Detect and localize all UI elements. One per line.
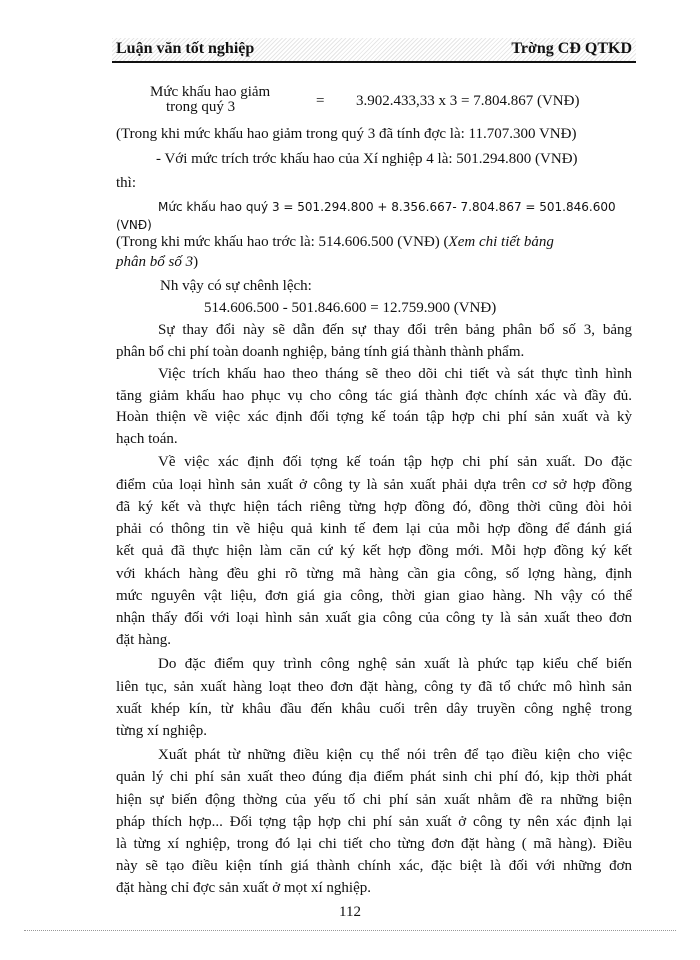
cross-reference: Xem chi tiết bảng bbox=[448, 234, 554, 250]
formula-label-line2: trong quý 3 bbox=[166, 99, 236, 115]
body-line: thì: bbox=[116, 175, 137, 191]
page-header bbox=[112, 38, 636, 60]
body-line bbox=[116, 234, 554, 251]
header-title: Luận văn tốt nghiệp bbox=[116, 40, 255, 57]
body-line: Sự thay đổi này sẽ dẫn đến sự thay đổi trên bảng phân bổ số 3, bảng bbox=[158, 322, 632, 338]
body-line: (Trong khi mức khấu hao giảm trong quý 3 đã tính đợc là: 11.707.300 VNĐ) bbox=[116, 126, 577, 142]
body-line: hạch toán. bbox=[116, 431, 178, 447]
body-line: Việc trích khấu hao theo tháng sẽ theo dõi chi tiết và sát thực tình hình bbox=[158, 366, 632, 382]
body-line: nhận thấy đối với loại hình sản xuất gia công của công ty là sản xuất theo đơn bbox=[116, 610, 632, 626]
page-number: 112 bbox=[339, 904, 361, 920]
body-line: đặt hàng. bbox=[116, 632, 171, 648]
body-line: Do đặc điểm quy trình công nghệ sản xuất là phức tạp kiểu chế biến bbox=[158, 656, 632, 672]
body-line: liên tục, sản xuất hàng loạt theo đơn đặt hàng, công ty đã tổ chức mô hình sản bbox=[116, 679, 632, 695]
body-line: Mức khấu hao quý 3 = 501.294.800 + 8.356.667- 7.804.867 = 501.846.600 bbox=[158, 200, 616, 214]
formula-equals: = bbox=[316, 93, 325, 109]
body-line: (VNĐ) bbox=[116, 218, 152, 232]
body-line: đặt hàng chỉ đợc sản xuất ở mọt xí nghiệp. bbox=[116, 880, 371, 896]
body-line: đã ký kết và thực hiện tách riêng từng hợp đồng đó, đồng thời cũng đòi hỏi bbox=[116, 499, 632, 515]
footer-rule bbox=[24, 930, 676, 931]
body-line: Về việc xác định đối tợng kế toán tập hợp chi phí sản xuất. Do đặc bbox=[158, 454, 632, 470]
body-line: xuất khép kín, từ khâu đầu đến khâu cuối trên dây truyền công nghệ trong bbox=[116, 701, 632, 717]
body-text: ) bbox=[193, 254, 199, 270]
depreciation-formula bbox=[150, 84, 620, 124]
body-line: với khách hàng đều ghi rõ từng mã hàng cần gia công, số lợng hàng, định bbox=[116, 566, 632, 582]
body-line: này sẽ tạo điều kiện tính giá thành chính xác, đặc biệt là đối với những đơn bbox=[116, 858, 632, 874]
body-line: phân bổ chi phí toàn doanh nghiệp, bảng tính giá thành thành phẩm. bbox=[116, 344, 525, 360]
body-line: hiện sự biến động thờng của yếu tố chi phí sản xuất nhằm đề ra những biện bbox=[116, 792, 632, 808]
body-line: - Với mức trích trớc khấu hao của Xí nghiệp 4 là: 501.294.800 (VNĐ) bbox=[156, 151, 578, 167]
formula-expression: 3.902.433,33 x 3 = 7.804.867 (VNĐ) bbox=[356, 93, 580, 109]
body-line: mức nguyên vật liệu, đơn giá gia công, thời gian giao hàng. Nh vậy có thể bbox=[116, 588, 632, 604]
body-line: pháp thích hợp... Đối tợng tập hợp chi phí sản xuất ở công ty nên xác định lại bbox=[116, 814, 632, 830]
body-line: kết quả đã thực hiện làm căn cứ ký kết hợp đồng mới. Mỗi hợp đồng ký kết bbox=[116, 543, 632, 559]
body-line: quản lý chi phí sản xuất theo đúng địa điểm phát sinh chi phí đó, kịp thời phát bbox=[116, 769, 632, 785]
body-line: là từng xí nghiệp, trong đó lại chi tiết cho từng đơn đặt hàng ( mã hàng). Điều bbox=[116, 836, 632, 852]
header-school: Trờng CĐ QTKD bbox=[511, 40, 632, 57]
body-line: từng xí nghiệp. bbox=[116, 723, 208, 739]
header-rule bbox=[112, 61, 636, 63]
body-line bbox=[116, 254, 198, 271]
body-line: Nh vậy có sự chênh lệch: bbox=[160, 278, 312, 294]
body-line: Hoàn thiện về việc xác định đối tợng kế toán tập hợp chi phí sản xuất và kỳ bbox=[116, 409, 632, 425]
body-text: (Trong khi mức khấu hao trớc là: 514.606.500 (VNĐ) ( bbox=[116, 234, 449, 250]
cross-reference: phân bổ số 3 bbox=[116, 254, 194, 270]
body-line: tăng giảm khấu hao phục vụ cho công tác giá thành đợc chính xác và đầy đủ. bbox=[116, 388, 632, 404]
body-line: Xuất phát từ những điều kiện cụ thể nói trên để tạo điều kiện cho việc bbox=[158, 747, 632, 763]
difference-calculation: 514.606.500 - 501.846.600 = 12.759.900 (VNĐ) bbox=[204, 300, 497, 316]
formula-label-line1: Mức khấu hao giảm bbox=[150, 84, 271, 100]
body-line: phải có thông tin về hiệu quả kinh tế đem lại của mỗi hợp đồng để đánh giá bbox=[116, 521, 632, 537]
body-line: điểm của loại hình sản xuất ở công ty là sản xuất phải dựa trên cơ sở hợp đồng bbox=[116, 477, 632, 493]
